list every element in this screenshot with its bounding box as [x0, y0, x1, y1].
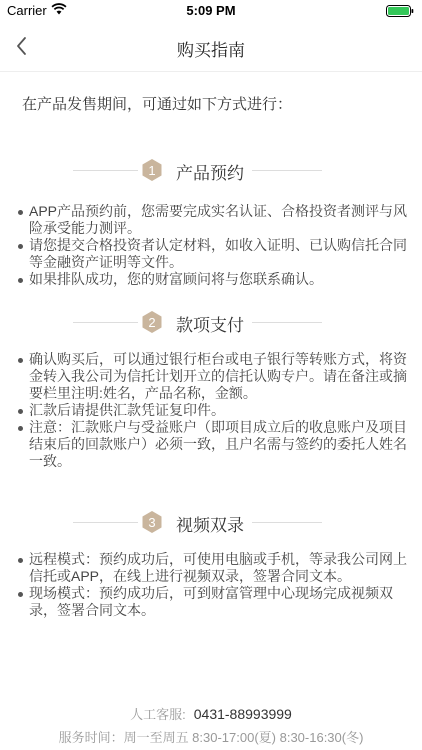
divider-line [252, 170, 322, 171]
bullet-dot [18, 210, 23, 215]
battery-icon [386, 5, 414, 17]
section-list-payment [18, 351, 408, 470]
customer-service-line [0, 704, 422, 723]
section-title: 产品预约 [176, 164, 244, 183]
bullet-dot [18, 592, 23, 597]
intro-text: 在产品发售期间，可通过如下方式进行： [22, 96, 293, 113]
step-number: 2 [148, 315, 156, 330]
carrier-label: Carrier [7, 3, 47, 18]
section-list-booking [18, 203, 408, 288]
bullet-dot [18, 244, 23, 249]
divider-line [73, 522, 138, 523]
bullet-dot [18, 558, 23, 563]
list-item: 现场模式：预约成功后，可到财富管理中心现场完成视频双录，签署合同文本。 [18, 585, 408, 619]
list-item: APP产品预约前，您需要完成实名认证、合格投资者测评与风险承受能力测评。 [18, 203, 408, 237]
divider-line [73, 170, 138, 171]
service-label: 人工客服: [130, 707, 186, 722]
status-bar [0, 0, 422, 22]
service-phone-link[interactable]: 0431-88993999 [193, 706, 292, 722]
list-item: 请您提交合格投资者认定材料，如收入证明、已认购信托合同等金融资产证明等文件。 [18, 237, 408, 271]
list-item: 如果排队成功，您的财富顾问将与您联系确认。 [18, 271, 408, 288]
divider-line [73, 322, 138, 323]
navigation-bar [0, 22, 422, 72]
step-badge-icon [140, 310, 164, 334]
service-hours: 服务时间：周一至周五 8:30-17:00(夏) 8:30-16:30(冬) [58, 730, 364, 745]
step-number: 3 [148, 515, 156, 530]
list-item: 汇款后请提供汇款凭证复印件。 [18, 402, 408, 419]
section-header-payment [0, 310, 422, 336]
bullet-dot [18, 426, 23, 431]
section-header-video [0, 510, 422, 536]
page-title: 购买指南 [177, 41, 245, 60]
list-item: 远程模式：预约成功后，可使用电脑或手机，等录我公司网上信托或APP，在线上进行视频双录，签署合同文本。 [18, 551, 408, 585]
bullet-dot [18, 409, 23, 414]
divider-line [252, 322, 322, 323]
bullet-dot [18, 358, 23, 363]
step-badge-icon [140, 510, 164, 534]
list-item: 确认购买后，可以通过银行柜台或电子银行等转账方式，将资金转入我公司为信托计划开立的信托认购专户。请在备注或摘要栏里注明:姓名，产品名称，金额。 [18, 351, 408, 402]
section-title: 视频双录 [176, 516, 244, 535]
bullet-dot [18, 278, 23, 283]
section-header-booking [0, 158, 422, 184]
section-title: 款项支付 [176, 316, 244, 335]
section-list-video [18, 551, 408, 619]
divider-line [252, 522, 322, 523]
step-number: 1 [148, 163, 156, 178]
step-badge-icon [140, 158, 164, 182]
list-item: 注意：汇款账户与受益账户（即项目成立后的收息账户及项目结束后的回款账户）必须一致，且户名需与签约的委托人姓名一致。 [18, 419, 408, 470]
clock-time: 5:09 PM [186, 3, 236, 18]
